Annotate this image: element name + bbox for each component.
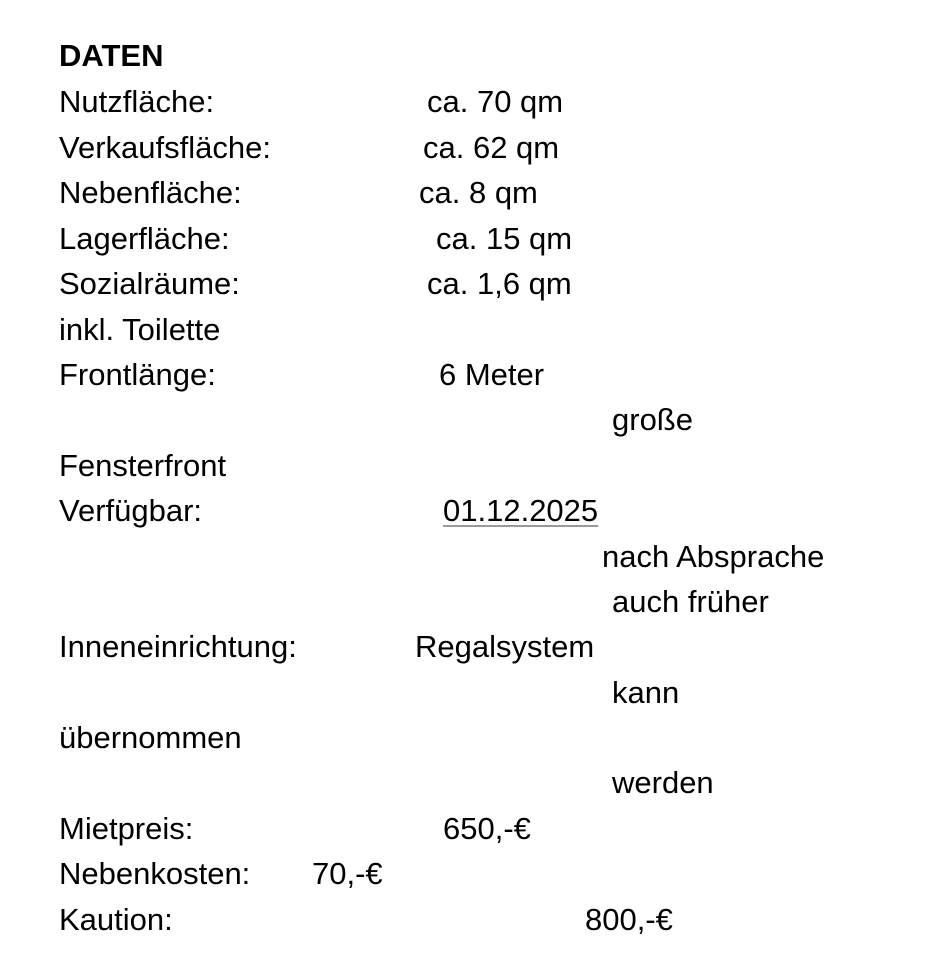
label-kaution: Kaution:: [59, 902, 173, 937]
note-frontlaenge-2: Fensterfront: [59, 448, 227, 483]
label-nutzflaeche: Nutzfläche:: [59, 84, 215, 119]
value-nutzflaeche: ca. 70 qm: [427, 84, 564, 119]
value-frontlaenge: 6 Meter: [439, 357, 545, 392]
value-lagerflaeche: ca. 15 qm: [436, 221, 573, 256]
label-inneneinrichtung: Inneneinrichtung:: [59, 629, 297, 664]
label-frontlaenge: Frontlänge:: [59, 357, 216, 392]
note-frontlaenge-1: große: [612, 402, 693, 437]
value-verfuegbar-date: 01.12.2025: [443, 493, 599, 528]
page-heading: DATEN: [59, 38, 164, 73]
label-verfuegbar: Verfügbar:: [59, 493, 203, 528]
note-verfuegbar-1: nach Absprache: [602, 539, 825, 574]
value-verkaufsflaeche: ca. 62 qm: [423, 130, 560, 165]
value-kaution: 800,-€: [585, 902, 673, 937]
label-lagerflaeche: Lagerfläche:: [59, 221, 230, 256]
value-mietpreis: 650,-€: [443, 811, 531, 846]
label-sozialraeume: Sozialräume:: [59, 266, 240, 301]
note-inneneinrichtung-1: kann: [612, 675, 680, 710]
label-nebenkosten: Nebenkosten:: [59, 856, 251, 891]
note-inneneinrichtung-2: übernommen: [59, 720, 242, 755]
label-verkaufsflaeche: Verkaufsfläche:: [59, 130, 271, 165]
value-sozialraeume: ca. 1,6 qm: [427, 266, 572, 301]
label-mietpreis: Mietpreis:: [59, 811, 194, 846]
note-sozialraeume: inkl. Toilette: [59, 312, 221, 347]
value-nebenflaeche: ca. 8 qm: [419, 175, 538, 210]
label-nebenflaeche: Nebenfläche:: [59, 175, 242, 210]
note-inneneinrichtung-3: werden: [612, 765, 714, 800]
note-verfuegbar-2: auch früher: [612, 584, 769, 619]
value-nebenkosten: 70,-€: [312, 856, 383, 891]
value-inneneinrichtung: Regalsystem: [415, 629, 595, 664]
